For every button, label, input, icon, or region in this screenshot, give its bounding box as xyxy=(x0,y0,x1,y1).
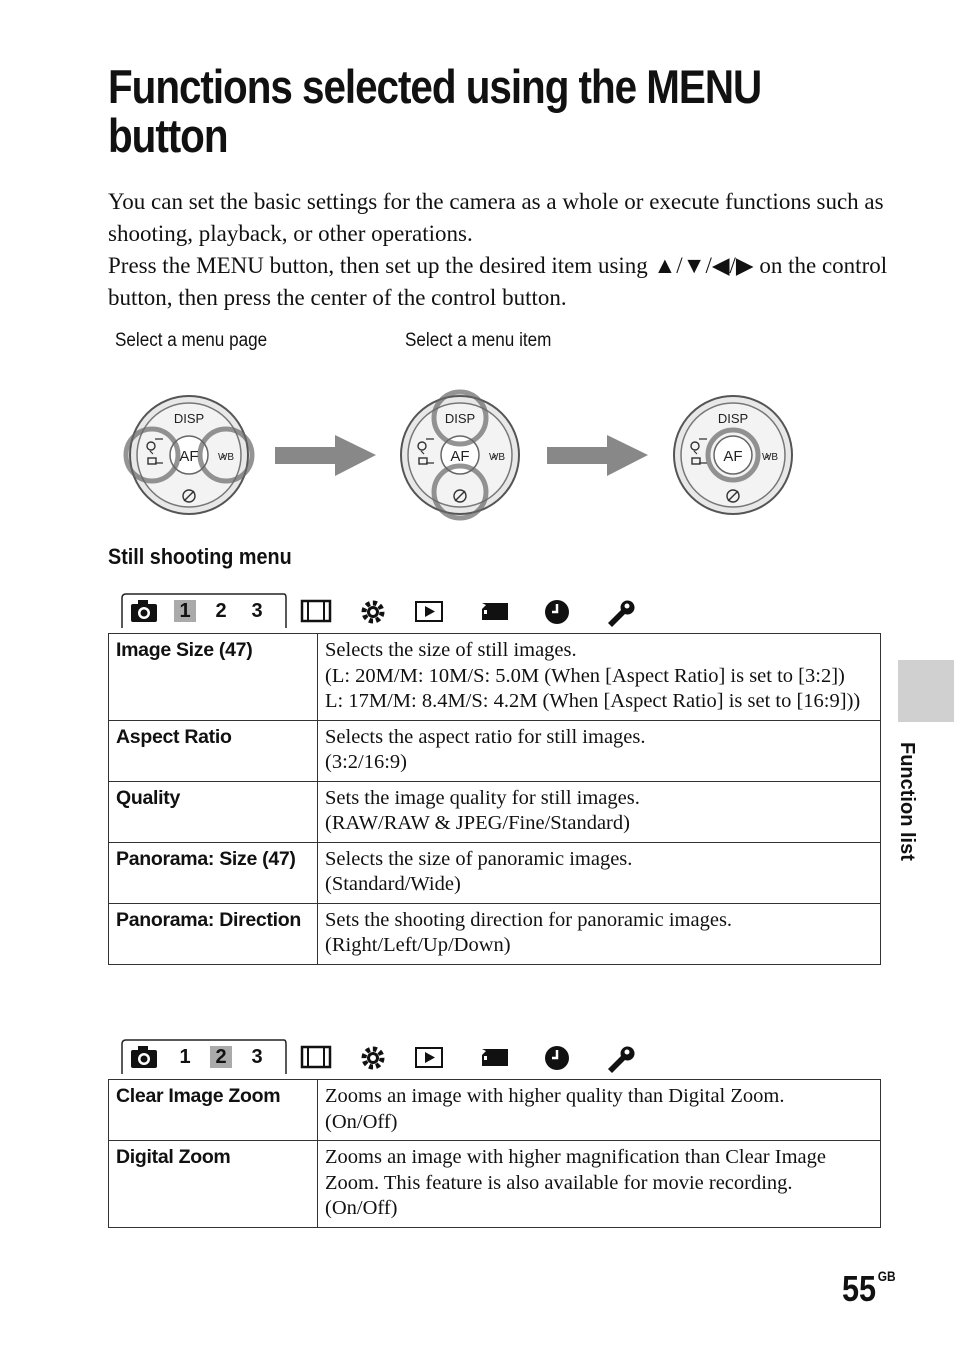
menu-item-description xyxy=(318,903,881,964)
memory-card-icon[interactable] xyxy=(478,598,512,624)
dial-label-disp: DISP xyxy=(173,411,205,426)
description-line: Sets the image quality for still images. xyxy=(325,786,640,809)
menu-item-description xyxy=(318,781,881,842)
description-line: L: 17M/M: 8.4M/S: 4.2M (When [Aspect Ratio] is set to [16:9])) xyxy=(325,690,861,712)
dial-label-af: AF xyxy=(723,448,743,465)
table-row xyxy=(109,1141,881,1228)
page-number-value: 55 xyxy=(842,1268,877,1309)
caption-select-page: Select a menu page xyxy=(115,330,268,351)
description-line: Selects the size of still images. xyxy=(325,639,577,661)
playback-icon[interactable] xyxy=(414,598,444,624)
memory-card-icon[interactable] xyxy=(478,1044,512,1070)
menu-table-1 xyxy=(108,633,881,965)
camera-icon xyxy=(130,598,160,624)
intro-text xyxy=(108,186,898,314)
tab-page-1[interactable]: 1 xyxy=(174,600,196,622)
arrow-right-icon xyxy=(275,435,376,476)
table-row xyxy=(109,842,881,903)
description-line: (Right/Left/Up/Down) xyxy=(325,934,511,956)
arrow-right-icon xyxy=(547,435,648,476)
side-label-text: Function list xyxy=(896,742,918,861)
intro-paragraph-2: Press the MENU button, then set up the desired item using ▲/▼/◀/▶ on the control button, then press the center of the control button. xyxy=(108,253,888,310)
movie-icon[interactable] xyxy=(300,1044,334,1070)
page-title: Functions selected using the MENU button xyxy=(108,60,762,162)
tab-page-3[interactable]: 3 xyxy=(251,1046,263,1068)
dial-label-disp: DISP xyxy=(444,411,476,426)
dial-label-af: AF xyxy=(450,448,470,465)
tab-page-1[interactable]: 1 xyxy=(179,1046,191,1068)
dial-label-wb: WB xyxy=(217,452,235,463)
description-line: (On/Off) xyxy=(325,1197,398,1219)
menu-item-name: Panorama: Direction xyxy=(109,903,318,964)
menu-item-name: Panorama: Size (47) xyxy=(109,842,318,903)
menu-item-name: Aspect Ratio xyxy=(109,720,318,781)
tab-page-2[interactable]: 2 xyxy=(215,600,227,622)
table-row xyxy=(109,634,881,721)
tab-page-2[interactable]: 2 xyxy=(210,1046,232,1068)
wrench-icon[interactable] xyxy=(604,1044,636,1074)
description-line: (L: 20M/M: 10M/S: 5.0M (When [Aspect Ratio] is set to [3:2]) xyxy=(325,664,845,687)
dial-label-af: AF xyxy=(179,448,199,465)
menu-item-description xyxy=(318,634,881,721)
menu-item-name: Digital Zoom xyxy=(109,1141,318,1228)
description-line: Sets the shooting direction for panoramic images. xyxy=(325,908,733,931)
control-dial-diagram xyxy=(100,380,820,530)
movie-icon[interactable] xyxy=(300,598,334,624)
menu-table-2 xyxy=(108,1079,881,1228)
description-line: Selects the aspect ratio for still images. xyxy=(325,725,646,748)
description-line: Zooms an image with higher magnification than Clear Image Zoom. This feature is also available for movie recording. xyxy=(325,1146,826,1194)
description-line: (Standard/Wide) xyxy=(325,873,461,895)
menu-item-description xyxy=(318,720,881,781)
description-line: Selects the size of panoramic images. xyxy=(325,847,633,870)
side-label xyxy=(893,742,923,882)
gear-icon[interactable] xyxy=(358,1044,388,1072)
description-line: (RAW/RAW & JPEG/Fine/Standard) xyxy=(325,812,630,834)
tab-page-3[interactable]: 3 xyxy=(251,600,263,622)
menu-item-description xyxy=(318,1080,881,1141)
table-row xyxy=(109,903,881,964)
description-line: (On/Off) xyxy=(325,1110,398,1133)
menu-tab-bar-2 xyxy=(108,1038,668,1078)
clock-icon[interactable] xyxy=(542,1044,572,1072)
table-row xyxy=(109,1080,881,1141)
section-heading: Still shooting menu xyxy=(108,544,292,569)
table-row xyxy=(109,720,881,781)
menu-item-description xyxy=(318,842,881,903)
menu-item-name: Clear Image Zoom xyxy=(109,1080,318,1141)
clock-icon[interactable] xyxy=(542,598,572,626)
camera-icon xyxy=(130,1044,160,1070)
page-number xyxy=(842,1268,896,1310)
intro-paragraph-1: You can set the basic settings for the camera as a whole or execute functions such as shooting, playback, or other operations. xyxy=(108,189,884,246)
menu-item-name: Image Size (47) xyxy=(109,634,318,721)
table-row xyxy=(109,781,881,842)
page-number-suffix: GB xyxy=(877,1268,896,1284)
side-thumb-tab xyxy=(898,660,954,722)
playback-icon[interactable] xyxy=(414,1044,444,1070)
description-line: Zooms an image with higher quality than Digital Zoom. xyxy=(325,1085,785,1107)
wrench-icon[interactable] xyxy=(604,598,636,628)
dial-label-disp: DISP xyxy=(717,411,749,426)
dial-label-wb: WB xyxy=(488,452,506,463)
gear-icon[interactable] xyxy=(358,598,388,626)
caption-select-item: Select a menu item xyxy=(405,330,552,351)
menu-item-name: Quality xyxy=(109,781,318,842)
menu-tab-bar-1 xyxy=(108,592,668,632)
description-line: (3:2/16:9) xyxy=(325,751,407,773)
dial-label-wb: WB xyxy=(761,452,779,463)
menu-item-description xyxy=(318,1141,881,1228)
